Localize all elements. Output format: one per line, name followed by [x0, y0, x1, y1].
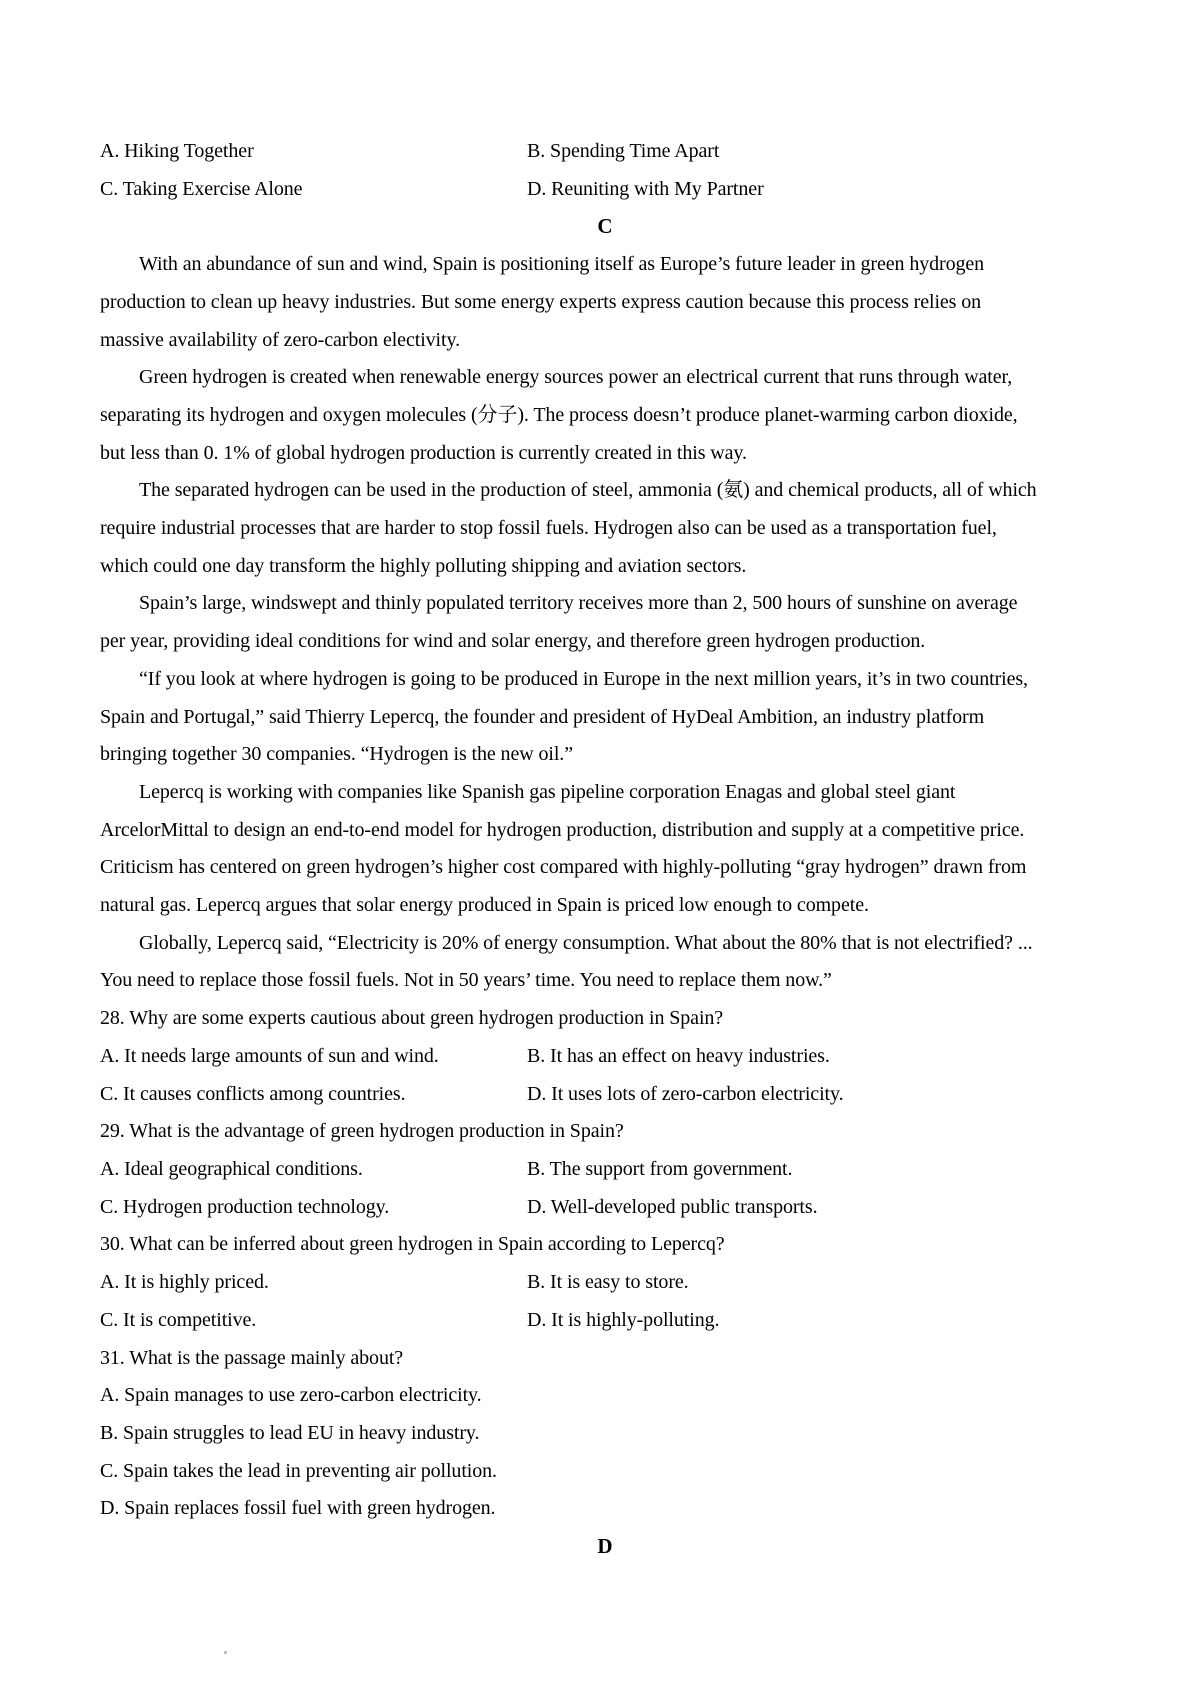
passage-line: Globally, Lepercq said, “Electricity is 20% of energy consumption. What about the 80% that is not electrified? ... [139, 931, 1033, 954]
question-29-options-row-2 [100, 1189, 1110, 1227]
passage-line: You need to replace those fossil fuels. Not in 50 years’ time. You need to replace them now.” [100, 969, 832, 992]
scan-artifact-dot [224, 1651, 227, 1654]
prev-option-d: D. Reuniting with My Partner [527, 177, 764, 200]
page-text-block [100, 0, 1110, 1566]
section-c-header: C [597, 214, 613, 239]
passage-line: natural gas. Lepercq argues that solar energy produced in Spain is priced low enough to compete. [100, 894, 869, 917]
q28-option-b: B. It has an effect on heavy industries. [527, 1044, 830, 1067]
question-30-stem: 30. What can be inferred about green hydrogen in Spain according to Lepercq? [100, 1233, 725, 1256]
question-30-options-row-1 [100, 1264, 1110, 1302]
question-30-options-row-2 [100, 1302, 1110, 1340]
q31-option-d: D. Spain replaces fossil fuel with green hydrogen. [100, 1497, 496, 1520]
question-28-stem: 28. Why are some experts cautious about green hydrogen production in Spain? [100, 1007, 724, 1030]
passage-line: require industrial processes that are harder to stop fossil fuels. Hydrogen also can be used as a transportation fuel, [100, 517, 997, 540]
passage-line: per year, providing ideal conditions for wind and solar energy, and therefore green hydrogen production. [100, 630, 926, 653]
passage-line: but less than 0. 1% of global hydrogen production is currently created in this way. [100, 441, 747, 464]
prev-option-b: B. Spending Time Apart [527, 140, 720, 162]
passage-line: Spain and Portugal,” said Thierry Lepercq, the founder and president of HyDeal Ambition, an industry platform [100, 705, 985, 728]
q29-option-b: B. The support from government. [527, 1157, 793, 1180]
passage-line: separating its hydrogen and oxygen molecules (分子). The process doesn’t produce planet-warming carbon dioxide, [100, 403, 1018, 426]
question-29-stem: 29. What is the advantage of green hydrogen production in Spain? [100, 1120, 624, 1143]
passage-line: which could one day transform the highly polluting shipping and aviation sectors. [100, 554, 747, 577]
question-29-options-row-1 [100, 1151, 1110, 1189]
section-d-header: D [597, 1534, 613, 1559]
q28-option-d: D. It uses lots of zero-carbon electricity. [527, 1082, 844, 1105]
q29-option-a: A. Ideal geographical conditions. [100, 1157, 363, 1180]
q28-option-a: A. It needs large amounts of sun and wind. [100, 1044, 439, 1067]
passage-line: With an abundance of sun and wind, Spain is positioning itself as Europe’s future leader in green hydrogen [139, 253, 985, 276]
prev-option-a: A. Hiking Together [100, 140, 254, 162]
passage-line: massive availability of zero-carbon electivity. [100, 328, 460, 351]
passage-line: bringing together 30 companies. “Hydrogen is the new oil.” [100, 743, 573, 766]
q31-option-b: B. Spain struggles to lead EU in heavy industry. [100, 1421, 480, 1444]
prev-option-c: C. Taking Exercise Alone [100, 177, 303, 200]
passage-line: The separated hydrogen can be used in the production of steel, ammonia (氨) and chemical products, all of which [139, 479, 1037, 502]
prev-question-options-row-1 [100, 133, 1110, 171]
question-28-options-row-1 [100, 1038, 1110, 1076]
q29-option-d: D. Well-developed public transports. [527, 1195, 818, 1218]
passage-line: Spain’s large, windswept and thinly populated territory receives more than 2, 500 hours of sunshine on average [139, 592, 1018, 615]
q30-option-a: A. It is highly priced. [100, 1271, 269, 1294]
q31-option-c: C. Spain takes the lead in preventing air pollution. [100, 1459, 497, 1482]
passage-line: “If you look at where hydrogen is going to be produced in Europe in the next million years, it’s in two countries, [139, 667, 1028, 690]
q28-option-c: C. It causes conflicts among countries. [100, 1082, 406, 1105]
q30-option-d: D. It is highly-polluting. [527, 1308, 720, 1331]
prev-question-options-row-2 [100, 171, 1110, 209]
q29-option-c: C. Hydrogen production technology. [100, 1195, 390, 1218]
passage-line: Criticism has centered on green hydrogen’s higher cost compared with highly-polluting “gray hydrogen” drawn from [100, 856, 1027, 879]
question-31-stem: 31. What is the passage mainly about? [100, 1346, 404, 1369]
question-28-options-row-2 [100, 1076, 1110, 1114]
q30-option-b: B. It is easy to store. [527, 1271, 689, 1294]
passage-line: production to clean up heavy industries. But some energy experts express caution because this process relies on [100, 290, 982, 313]
passage-line: ArcelorMittal to design an end-to-end model for hydrogen production, distribution and supply at a competitive price. [100, 818, 1025, 841]
passage-line: Green hydrogen is created when renewable energy sources power an electrical current that runs through water, [139, 366, 1013, 389]
q31-option-a: A. Spain manages to use zero-carbon electricity. [100, 1384, 482, 1407]
passage-line: Lepercq is working with companies like Spanish gas pipeline corporation Enagas and global steel giant [139, 780, 956, 803]
q30-option-c: C. It is competitive. [100, 1308, 257, 1331]
